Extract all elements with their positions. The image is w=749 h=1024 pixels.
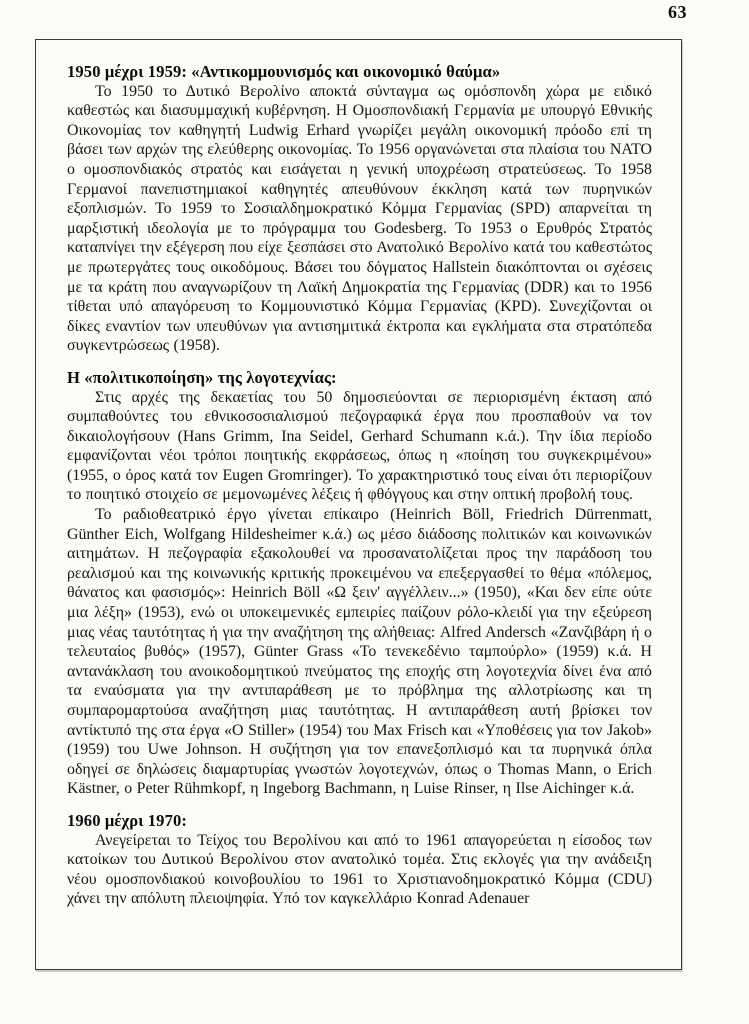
section-literature-politicization [67,368,652,799]
section-heading-1960-1970: 1960 μέχρι 1970: [67,810,187,830]
section-heading-literature-politicization: Η «πολιτικοποίηση» της λογοτεχνίας: [67,367,337,387]
paragraph: Το ραδιοθεατρικό έργο γίνεται επίκαιρο (Heinrich Böll, Friedrich Dürrenmatt, Günther Eich, Wolfgang Hildesheimer κ.ά.) ως μέσο διάδοσης πολιτικών και κοινωνικών αιτημάτων. Η πεζογραφία εξακολουθεί να προσανατολίζεται προς την παράδοση του ρεαλισμού και της κοινωνικής κριτικής προκειμένου να επεξεργασθεί το θέμα «πόλεμος, θάνατος και φασισμός»: Heinrich Böll «Ω ξειν' αγγέλλειν...» (1950), «Και δεν είπε ούτε μια λέξη» (1953), ενώ οι υποκειμενικές εμπειρίες παίζουν ρόλο-κλειδί για την εξεύρεση μιας νέας ταυτότητας ή για την αναζήτηση της αλήθειας: Alfred Andersch «Ζανζιβάρη ή ο τελευταίος βυθός» (1957), Günter Grass «Το τενεκεδένιο ταμπούρλο» (1959) κ.ά. Η αντανάκλαση του ανοικοδομητικού πνεύματος της εποχής στη λογοτεχνία δίνει ένα από τα εναύσματα για την αντιπαράθεση με το πρόβλημα της αλλοτρίωσης και τη συμπαρομαρτούσα αναζήτηση μιας ταυτότητας. Η αντιπαράθεση αυτή βρίσκει τον αντίκτυπό της στα έργα «Ο Stiller» (1954) του Max Frisch και «Υποθέσεις για τον Jakob» (1959) του Uwe Johnson. Η συζήτηση για τον επανεξοπλισμό και τα πυρηνικά όπλα οδηγεί σε δηλώσεις διαμαρτυρίας γνωστών λογοτεχνών, όπως ο Thomas Mann, ο Erich Kästner, ο Peter Rühmkopf, η Ingeborg Bachmann, η Luise Rinser, η Ilse Aichinger κ.ά. [67,506,652,798]
content-box [35,39,682,970]
section-1960-1970 [67,811,652,909]
section-heading-1950-1959: 1950 μέχρι 1959: «Αντικομμουνισμός και οικονομικό θαύμα» [67,62,501,81]
paragraph: Στις αρχές της δεκαετίας του 50 δημοσιεύονται σε περιορισμένη έκταση από συμπαθούντες του εθνικοσοσιαλισμού πεζογραφικά έργα που προσπαθούν να τον δικαιολογήσουν (Hans Grimm, Ina Seidel, Gerhard Schumann κ.ά.). Την ίδια περίοδο εμφανίζονται νέοι τρόποι ποιητικής εκφράσεως, όπως η «ποίηση του συγκεκριμένου» (1955, ο όρος κατά τον Eugen Gromringer). Το χαρακτηριστικό τους είναι ότι περιορίζουν το ποιητικό στοιχείο σε μεμονωμένες λέξεις ή φθόγγους και στην οπτική προβολή τους. [67,388,652,504]
section-1950-1959 [67,62,652,356]
paragraph: Ανεγείρεται το Τείχος του Βερολίνου και από το 1961 απαγορεύεται η είσοδος των κατοίκων του Δυτικού Βερολίνου στον ανατολικό τομέα. Στις εκλογές για την ανάδειξη νέου ομοσπονδιακού κοινοβουλίου το 1961 το Χριστιανοδημοκρατικό Κόμμα (CDU) χάνει την απόλυτη πλειοψηφία. Υπό τον καγκελλάριο Konrad Adenauer [67,831,652,908]
paragraph: Το 1950 το Δυτικό Βερολίνο αποκτά σύνταγμα ως ομόσπονδη χώρα με ειδικό καθεστώς και διασυμμαχική κυβέρνηση. Η Ομοσπονδιακή Γερμανία με υπουργό Εθνικής Οικονομίας τον καθηγητή Ludwig Erhard γνωρίζει μεγάλη οικονομική πρόοδο επί τη βάσει των αρχών της ελεύθερης οικονομίας. Το 1956 οργανώνεται στα πλαίσια του ΝΑΤΟ ο ομοσπονδιακός στρατός και εισάγεται η γενική υποχρέωση στρατεύσεως. Το 1958 Γερμανοί πανεπιστημιακοί καθηγητές απευθύνουν έκκληση κατά των πυρηνικών εξοπλισμών. Το 1959 το Σοσιαλδημοκρατικό Κόμμα Γερμανίας (SPD) απαρνείται τη μαρξιστική ιδεολογία με το πρόγραμμα του Godesberg. Το 1953 ο Ερυθρός Στρατός καταπνίγει την εξέγερση που είχε ξεσπάσει στο Ανατολικό Βερολίνο κατά του καθεστώτος με πρωτεργάτες τους οικοδόμους. Βάσει του δόγματος Hallstein διακόπτονται οι σχέσεις με τα κράτη που αναγνωρίζουν τη Λαϊκή Δημοκρατία της Γερμανίας (DDR) και το 1956 τίθεται υπό απαγόρευση το Κομμουνιστικό Κόμμα Γερμανίας (KPD). Συνεχίζονται οι δίκες εναντίον των υπευθύνων για αντισημιτικά έκτροπα και εγκλήματα στα στρατόπεδα συγκεντρώσεως (1958). [67,82,652,355]
page-number: 63 [668,2,687,22]
